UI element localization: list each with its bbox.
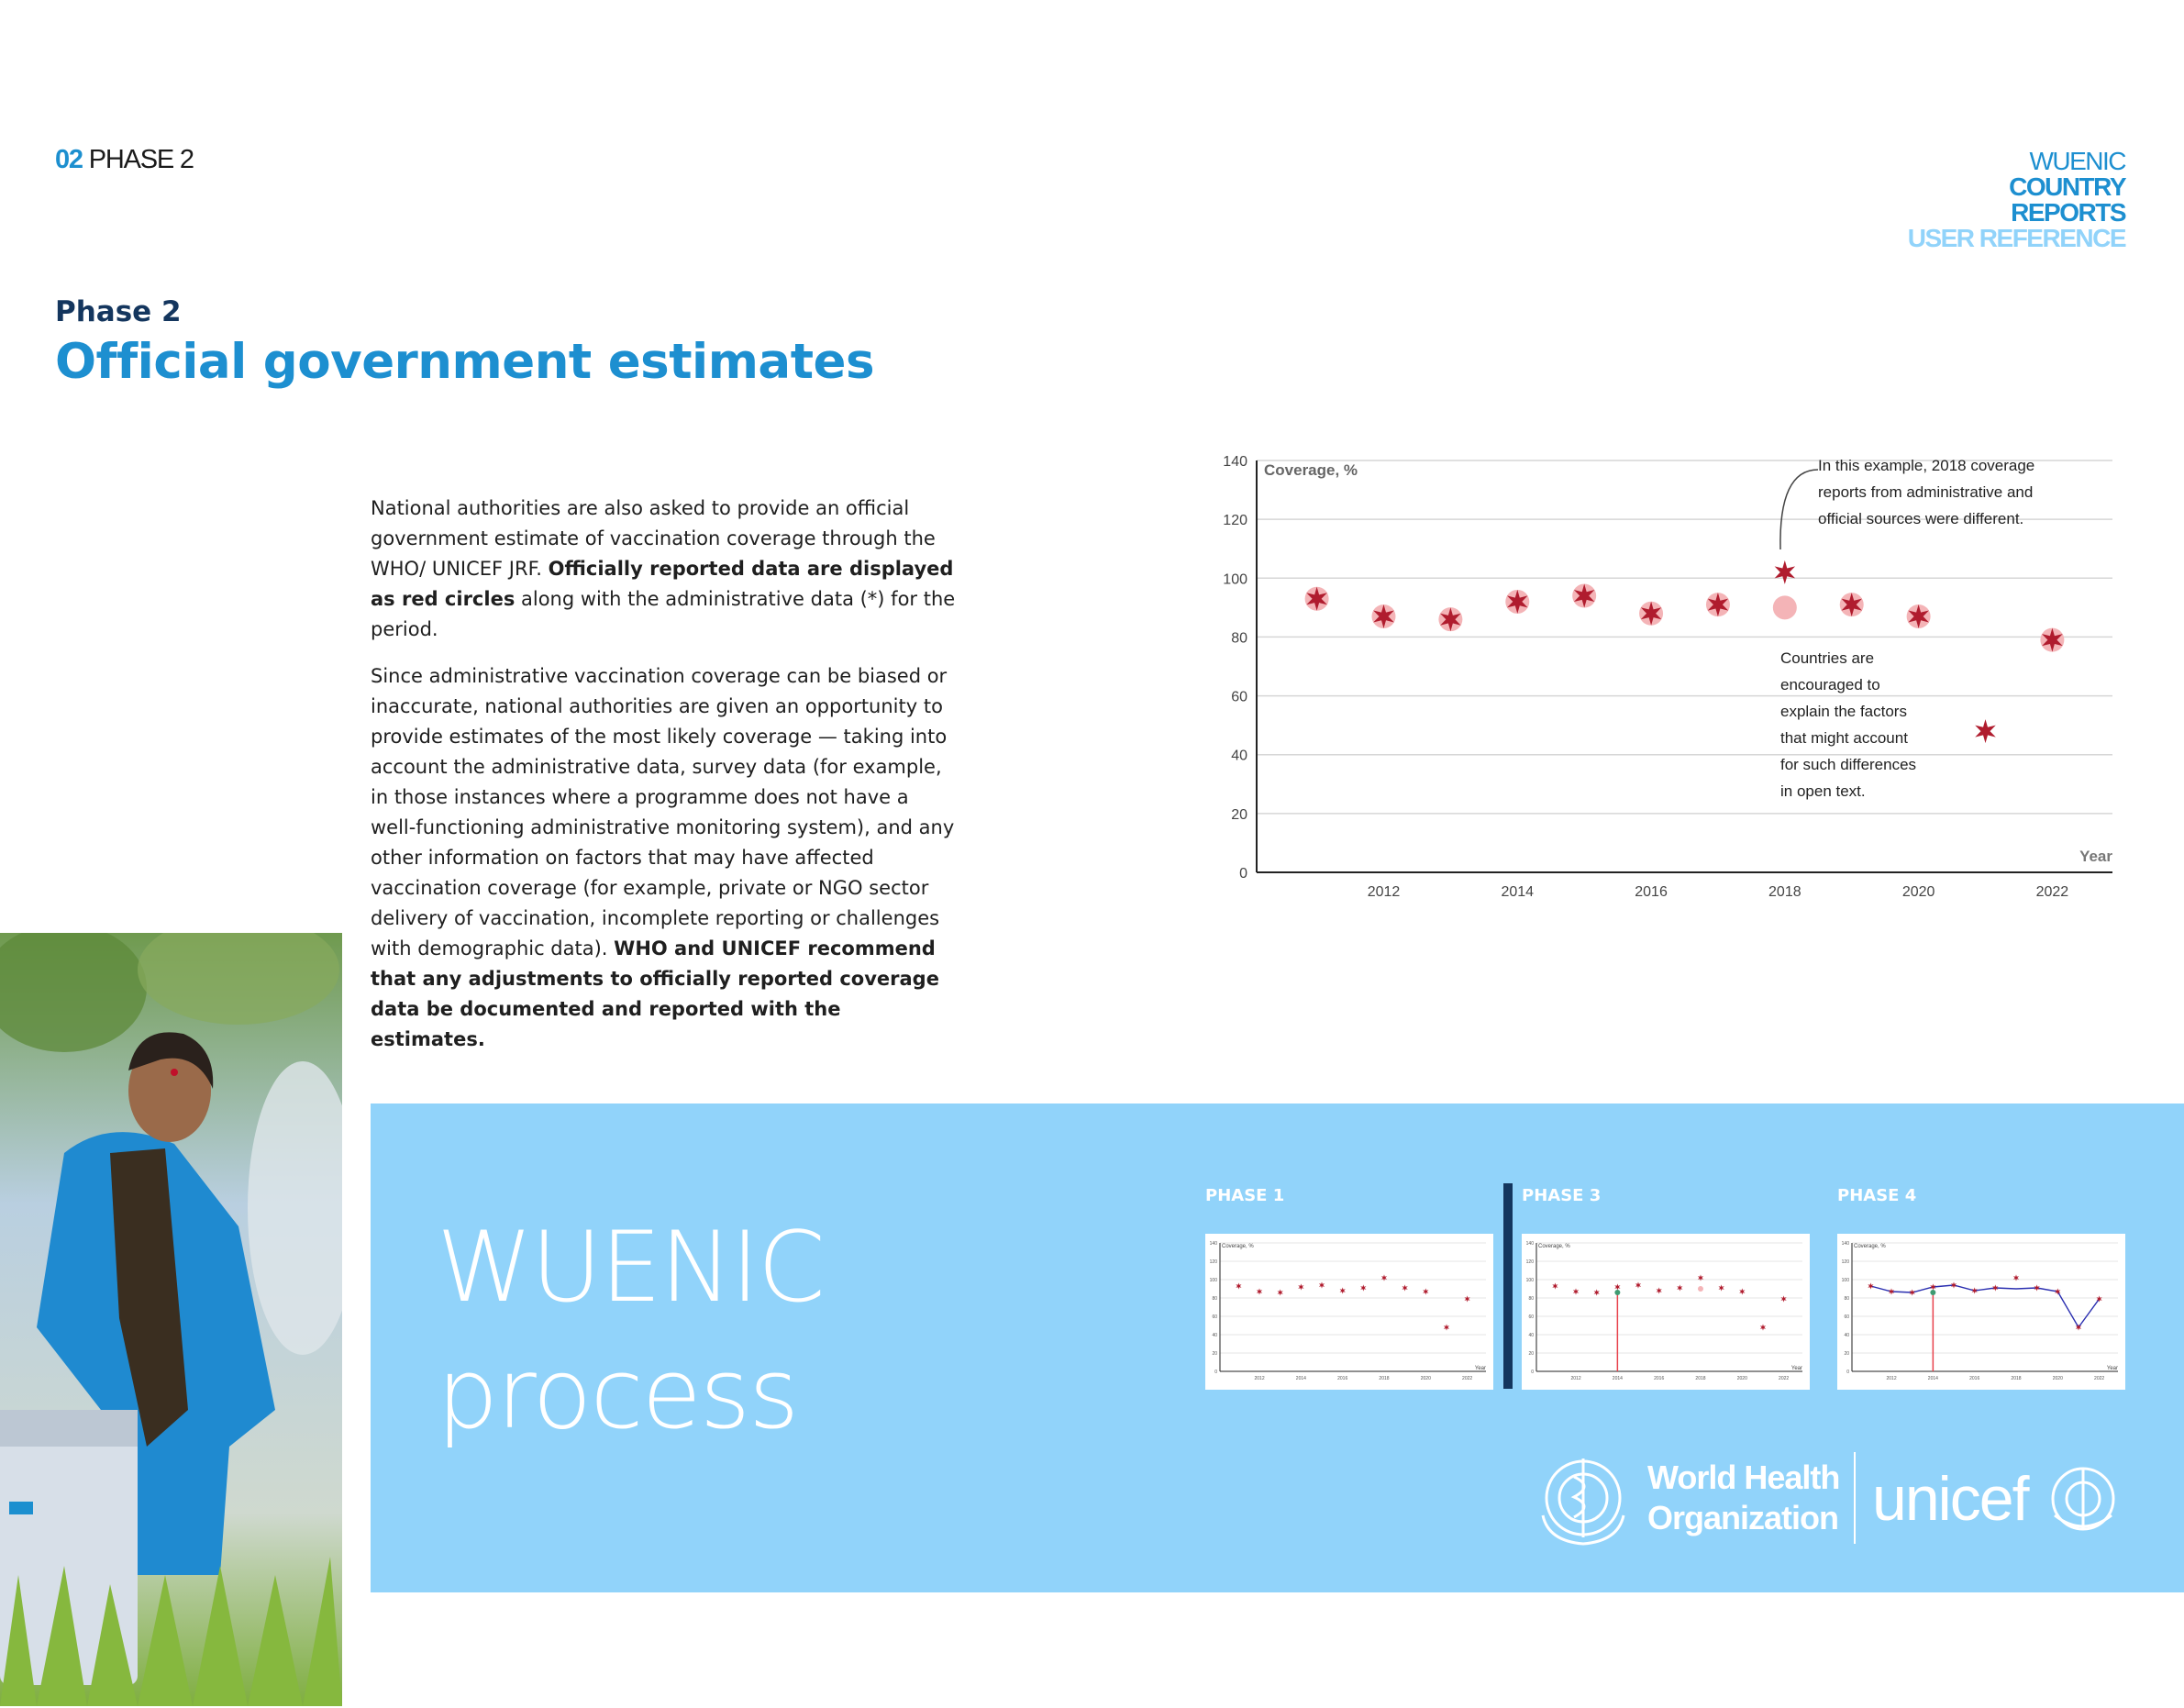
annotation-top-line: official sources were different. [1818, 510, 2024, 527]
mini-y-tick: 100 [1209, 1278, 1217, 1283]
mini-admin-point [2013, 1274, 2019, 1281]
who-name-line-1: World Health [1647, 1458, 1840, 1496]
phase-3-label: PHASE 3 [1522, 1186, 1602, 1205]
mini-survey-point [1930, 1290, 1935, 1295]
mini-x-tick: 2020 [1736, 1376, 1747, 1381]
page-title: Official government estimates [55, 334, 875, 390]
mini-y-tick: 100 [1525, 1278, 1534, 1283]
y-tick-label: 40 [1231, 748, 1247, 764]
mini-xlabel: Year [2106, 1366, 2118, 1371]
mini-admin-point [1360, 1284, 1366, 1291]
mini-x-tick: 2020 [1420, 1376, 1431, 1381]
y-tick-label: 0 [1239, 866, 1247, 882]
mini-ylabel: Coverage, % [1854, 1244, 1886, 1249]
mini-x-tick: 2016 [1337, 1376, 1348, 1381]
brand-line-1: WUENIC [2029, 147, 2125, 175]
partner-logos [1530, 1449, 2126, 1550]
mini-admin-point [1719, 1284, 1724, 1291]
mini-y-tick: 120 [1841, 1259, 1849, 1265]
mini-admin-point [1781, 1295, 1787, 1302]
mini-admin-point [1657, 1287, 1662, 1293]
brand-line-4: USER REFERENCE [1907, 224, 2125, 252]
mini-x-tick: 2022 [1779, 1376, 1790, 1381]
who-name-line-2: Organization [1647, 1499, 1839, 1536]
mini-y-tick: 20 [1844, 1351, 1849, 1357]
mini-x-tick: 2016 [1654, 1376, 1665, 1381]
x-tick-label: 2018 [1768, 884, 1802, 900]
current-phase-marker [1503, 1183, 1513, 1389]
brand-line-3: REPORTS [2011, 198, 2125, 227]
p2-text: Since administrative vaccination coverage can be biased or inaccurate, national authorities are given an opportunity to provide estimates of the most likely coverage — taking into account the administrative data, survey data (for example, in those instances where a programme does not have a well-functioning administrative monitoring system), and any other information on factors that may have affected vaccination coverage (for example, private or NGO sector delivery of vaccination, incomplete reporting or challenges with demographic data). [371, 665, 955, 959]
p1-text: National authorities are also asked to provide an official government estimate of vaccination coverage through the WHO/ UNICEF JRF. [371, 497, 936, 580]
mini-x-tick: 2016 [1969, 1376, 1980, 1381]
process-title-line-1: WUENIC [437, 1211, 824, 1324]
annotation-bottom-line: that might account [1780, 729, 1908, 747]
y-tick-label: 20 [1231, 806, 1247, 823]
mini-xlabel: Year [1474, 1366, 1486, 1371]
mini-admin-point [1760, 1324, 1766, 1330]
mini-admin-point [1465, 1295, 1470, 1302]
mini-official-point [1698, 1286, 1703, 1292]
mini-y-tick: 140 [1209, 1241, 1217, 1247]
coverage-chart [1202, 445, 2137, 922]
mini-x-tick: 2014 [1612, 1376, 1623, 1381]
mini-y-tick: 140 [1525, 1241, 1534, 1247]
mini-x-tick: 2014 [1927, 1376, 1938, 1381]
phase-1-label: PHASE 1 [1205, 1186, 1285, 1205]
mini-y-tick: 120 [1209, 1259, 1217, 1265]
unicef-emblem-icon [2053, 1469, 2113, 1529]
mini-admin-point [1236, 1282, 1241, 1289]
mini-x-tick: 2020 [2052, 1376, 2063, 1381]
health-worker-photo [0, 933, 342, 1706]
p1-text-end: along with the administrative data (*) for the period. [371, 588, 956, 640]
mini-ylabel: Coverage, % [1222, 1244, 1254, 1249]
mini-ylabel: Coverage, % [1538, 1244, 1570, 1249]
annotation-bottom-line: explain the factors [1780, 703, 1907, 720]
x-tick-label: 2016 [1635, 884, 1668, 900]
mini-admin-point [1698, 1274, 1703, 1281]
phase-3-thumbnail [1522, 1234, 1810, 1390]
mini-y-tick: 60 [1528, 1314, 1534, 1320]
mini-admin-point [1319, 1281, 1325, 1288]
annotation-bottom [1780, 649, 1916, 800]
y-axis-label: Coverage, % [1264, 461, 1358, 479]
section-header [55, 145, 194, 175]
mini-admin-point [1552, 1282, 1558, 1289]
mini-y-tick: 80 [1212, 1296, 1217, 1302]
process-title-line-2: process [437, 1337, 798, 1450]
brand-wordmark [1908, 149, 2125, 251]
annotation-bottom-line: Countries are [1780, 649, 1875, 667]
body-text [371, 494, 958, 1071]
mini-x-tick: 2022 [1462, 1376, 1473, 1381]
mini-y-tick: 20 [1212, 1351, 1217, 1357]
mini-x-tick: 2018 [1379, 1376, 1390, 1381]
mini-admin-point [1573, 1288, 1579, 1294]
mini-x-tick: 2014 [1295, 1376, 1306, 1381]
mini-x-tick: 2012 [1254, 1376, 1265, 1381]
mini-y-tick: 60 [1844, 1314, 1849, 1320]
mini-y-tick: 40 [1528, 1333, 1534, 1338]
y-tick-label: 100 [1223, 571, 1247, 588]
annotation-bottom-line: in open text. [1780, 782, 1866, 800]
mini-y-tick: 40 [1212, 1333, 1217, 1338]
unicef-wordmark: unicef [1872, 1464, 2028, 1534]
mini-x-tick: 2018 [1695, 1376, 1706, 1381]
mini-y-tick: 140 [1841, 1241, 1849, 1247]
mini-x-tick: 2012 [1886, 1376, 1897, 1381]
mini-admin-point [1677, 1284, 1682, 1291]
annotation-top-line: In this example, 2018 coverage [1818, 457, 2035, 474]
y-tick-label: 80 [1231, 630, 1247, 647]
mini-x-tick: 2012 [1570, 1376, 1581, 1381]
admin-data-point [1775, 560, 1796, 584]
mini-admin-point [1257, 1288, 1262, 1294]
mini-y-tick: 100 [1841, 1278, 1849, 1283]
mini-y-tick: 80 [1528, 1296, 1534, 1302]
paragraph-1 [371, 494, 958, 645]
phase-4-label: PHASE 4 [1837, 1186, 1917, 1205]
mini-y-tick: 0 [1846, 1370, 1849, 1375]
mini-admin-point [1614, 1283, 1620, 1290]
mini-admin-point [1381, 1274, 1387, 1281]
mini-y-tick: 120 [1525, 1259, 1534, 1265]
section-number: 02 [55, 145, 83, 174]
x-axis-label: Year [2079, 848, 2112, 865]
brand-line-2: COUNTRY [2009, 172, 2125, 201]
mini-admin-point [1298, 1283, 1303, 1290]
y-tick-label: 140 [1223, 454, 1247, 470]
mini-y-tick: 40 [1844, 1333, 1849, 1338]
mini-y-tick: 60 [1212, 1314, 1217, 1320]
annotation-top [1818, 457, 2034, 527]
annotation-bottom-line: encouraged to [1780, 676, 1880, 693]
mini-admin-point [1423, 1288, 1428, 1294]
process-title [437, 1204, 824, 1458]
mini-admin-point [1340, 1287, 1346, 1293]
mini-admin-point [1635, 1281, 1641, 1288]
mini-estimate-line [1870, 1285, 2099, 1327]
phase-1-thumbnail [1205, 1234, 1493, 1390]
x-tick-label: 2012 [1367, 884, 1401, 900]
y-tick-label: 120 [1223, 513, 1247, 529]
mini-x-tick: 2018 [2011, 1376, 2022, 1381]
y-tick-label: 60 [1231, 689, 1247, 705]
paragraph-2 [371, 661, 958, 1055]
mini-admin-point [1594, 1289, 1600, 1295]
section-title: PHASE 2 [88, 145, 194, 174]
mini-admin-point [1278, 1289, 1283, 1295]
mini-admin-point [1444, 1324, 1449, 1330]
admin-data-point [1975, 719, 1996, 743]
annotation-leader-line [1780, 470, 1818, 549]
mini-y-tick: 20 [1528, 1351, 1534, 1357]
x-tick-label: 2014 [1501, 884, 1535, 900]
official-estimate-point [1773, 595, 1797, 619]
mini-survey-point [1614, 1290, 1620, 1295]
mini-y-tick: 0 [1531, 1370, 1534, 1375]
mini-admin-point [1739, 1288, 1745, 1294]
mini-y-tick: 0 [1214, 1370, 1217, 1375]
p1-bold: Officially reported data are displayed as red circles [371, 558, 954, 610]
who-emblem-icon [1543, 1458, 1624, 1544]
annotation-top-line: reports from administrative and [1818, 483, 2034, 501]
mini-y-tick: 80 [1844, 1296, 1849, 1302]
phase-4-thumbnail [1837, 1234, 2125, 1390]
x-tick-label: 2020 [1901, 884, 1935, 900]
mini-x-tick: 2022 [2094, 1376, 2105, 1381]
mini-xlabel: Year [1790, 1366, 1802, 1371]
x-tick-label: 2022 [2035, 884, 2069, 900]
mini-admin-point [1402, 1284, 1408, 1291]
p2-bold: WHO and UNICEF recommend that any adjustments to officially reported coverage data be documented and reported with the estimates. [371, 937, 939, 1050]
annotation-bottom-line: for such differences [1780, 756, 1917, 773]
phase-label: Phase 2 [55, 295, 182, 328]
